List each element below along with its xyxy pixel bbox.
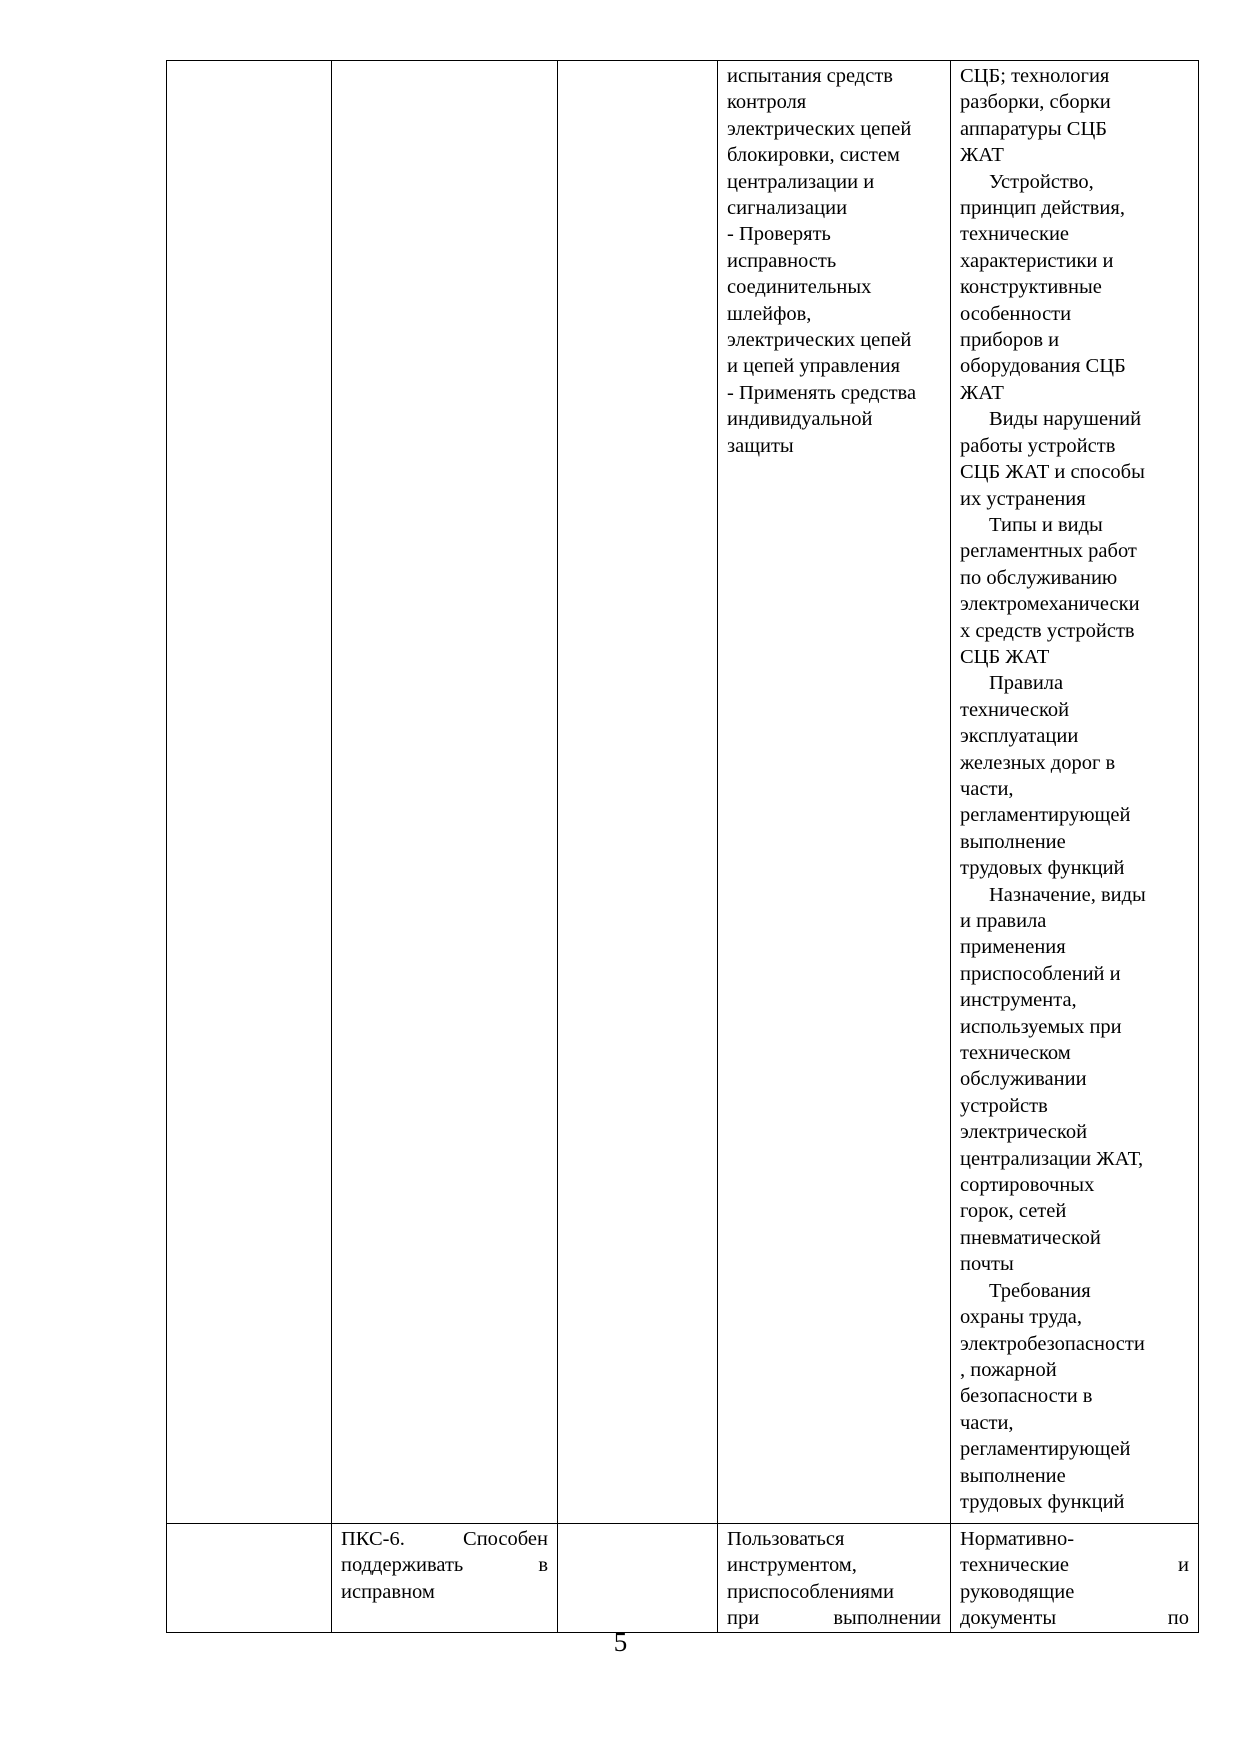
knowledge-line: регламентирующей bbox=[960, 1438, 1131, 1461]
skill-line: соединительных bbox=[727, 276, 872, 299]
knowledge-line: Устройство, bbox=[989, 170, 1094, 193]
knowledge-line: по обслуживанию bbox=[960, 566, 1118, 589]
knowledge-word: документы bbox=[960, 1607, 1057, 1630]
table-row bbox=[167, 1524, 1199, 1633]
knowledge-line: приспособлений и bbox=[960, 962, 1121, 985]
knowledge-line: Виды нарушений bbox=[989, 408, 1142, 431]
skill-line: исправность bbox=[727, 249, 837, 272]
skill-line: - Применять средства bbox=[727, 381, 917, 404]
cell-r2-skills bbox=[718, 1524, 951, 1633]
skill-line: инструментом, bbox=[727, 1554, 857, 1577]
cell-r1-skills bbox=[718, 61, 951, 1524]
knowledge-line: Нормативно- bbox=[960, 1528, 1075, 1550]
competency-word: поддерживать bbox=[341, 1554, 464, 1577]
knowledge-line: х средств устройств bbox=[960, 619, 1135, 642]
knowledge-line: регламентных работ bbox=[960, 540, 1137, 563]
knowledge-line: Правила bbox=[989, 672, 1064, 695]
knowledge-line: пневматической bbox=[960, 1226, 1101, 1249]
knowledge-line: , пожарной bbox=[960, 1358, 1057, 1381]
skill-line: защиты bbox=[727, 434, 794, 457]
knowledge-line: части, bbox=[960, 777, 1014, 800]
knowledge-line: выполнение bbox=[960, 830, 1066, 853]
knowledge-word: и bbox=[1178, 1554, 1189, 1577]
skill-line: электрических цепей bbox=[727, 329, 912, 352]
table-row bbox=[167, 61, 1199, 1524]
skill-line: электрических цепей bbox=[727, 117, 912, 140]
skill-line: индивидуальной bbox=[727, 408, 873, 431]
knowledge-line: трудовых функций bbox=[960, 1490, 1125, 1513]
knowledge-line: технические bbox=[960, 223, 1070, 246]
knowledge-line: централизации ЖАТ, bbox=[960, 1147, 1144, 1170]
skill-line: испытания средств bbox=[727, 65, 893, 87]
competency-word: ПКС-6. bbox=[341, 1528, 405, 1550]
knowledge-line: трудовых функций bbox=[960, 857, 1125, 880]
knowledge-line: приборов и bbox=[960, 329, 1060, 352]
knowledge-line: части, bbox=[960, 1411, 1014, 1434]
knowledge-line: характеристики и bbox=[960, 249, 1114, 272]
cell-r1-c1 bbox=[167, 61, 332, 1524]
knowledge-line: особенности bbox=[960, 302, 1072, 325]
page-number: 5 bbox=[613, 1627, 628, 1657]
skill-word: при bbox=[727, 1607, 760, 1630]
knowledge-line: электробезопасности bbox=[960, 1332, 1145, 1355]
knowledge-line: применения bbox=[960, 936, 1066, 959]
knowledge-line: руководящие bbox=[960, 1580, 1075, 1603]
knowledge-line: и правила bbox=[960, 910, 1047, 932]
knowledge-line: конструктивные bbox=[960, 276, 1102, 299]
knowledge-line: Требования bbox=[989, 1279, 1091, 1302]
competency-line: исправном bbox=[341, 1580, 435, 1603]
knowledge-line: охраны труда, bbox=[960, 1306, 1083, 1329]
knowledge-line: Типы и виды bbox=[989, 513, 1103, 536]
cell-r1-c3 bbox=[558, 61, 718, 1524]
knowledge-line: сортировочных bbox=[960, 1174, 1095, 1197]
competency-table bbox=[166, 60, 1199, 1633]
skill-line: - Проверять bbox=[727, 223, 831, 246]
knowledge-line: технической bbox=[960, 698, 1070, 721]
skill-line: сигнализации bbox=[727, 197, 848, 220]
knowledge-line: электрической bbox=[960, 1121, 1088, 1144]
knowledge-line: ЖАТ bbox=[960, 144, 1004, 167]
skill-line: централизации и bbox=[727, 170, 875, 193]
knowledge-line: электромеханически bbox=[960, 593, 1140, 616]
knowledge-line: разборки, сборки bbox=[960, 91, 1111, 114]
knowledge-line: принцип действия, bbox=[960, 197, 1125, 220]
knowledge-line: работы устройств bbox=[960, 434, 1116, 457]
knowledge-line: техническом bbox=[960, 1042, 1071, 1065]
knowledge-line: ЖАТ bbox=[960, 381, 1004, 404]
knowledge-line: устройств bbox=[960, 1094, 1048, 1117]
cell-r1-knowledge bbox=[951, 61, 1199, 1524]
knowledge-word: технические bbox=[960, 1554, 1070, 1577]
cell-r1-c2 bbox=[332, 61, 558, 1524]
knowledge-line: СЦБ; технология bbox=[960, 65, 1110, 87]
knowledge-line: регламентирующей bbox=[960, 804, 1131, 827]
skill-line: контроля bbox=[727, 91, 807, 114]
cell-r2-c3 bbox=[558, 1524, 718, 1633]
skill-line: шлейфов, bbox=[727, 302, 812, 325]
skill-line: приспособлениями bbox=[727, 1580, 894, 1603]
knowledge-line: безопасности в bbox=[960, 1385, 1093, 1408]
knowledge-line: эксплуатации bbox=[960, 725, 1079, 748]
skill-line: и цепей управления bbox=[727, 355, 901, 378]
knowledge-line: СЦБ ЖАТ и способы bbox=[960, 461, 1145, 484]
skill-line: Пользоваться bbox=[727, 1528, 845, 1550]
knowledge-line: Назначение, виды bbox=[989, 883, 1146, 906]
competency-line bbox=[341, 1526, 548, 1552]
skill-word: выполнении bbox=[833, 1607, 941, 1630]
competency-line bbox=[341, 1552, 548, 1578]
knowledge-line: горок, сетей bbox=[960, 1200, 1067, 1223]
cell-r2-competency bbox=[332, 1524, 558, 1633]
knowledge-line: обслуживании bbox=[960, 1068, 1087, 1091]
knowledge-line: оборудования СЦБ bbox=[960, 355, 1126, 378]
knowledge-line: их устранения bbox=[960, 487, 1086, 510]
cell-r2-knowledge bbox=[951, 1524, 1199, 1633]
cell-r2-c1 bbox=[167, 1524, 332, 1633]
competency-word: в bbox=[538, 1554, 548, 1577]
knowledge-line: аппаратуры СЦБ bbox=[960, 117, 1108, 140]
knowledge-line: выполнение bbox=[960, 1464, 1066, 1487]
knowledge-line: используемых при bbox=[960, 1015, 1122, 1038]
knowledge-word: по bbox=[1167, 1607, 1189, 1630]
knowledge-line: железных дорог в bbox=[960, 751, 1116, 774]
knowledge-line: инструмента, bbox=[960, 989, 1077, 1012]
knowledge-line: почты bbox=[960, 1253, 1014, 1276]
knowledge-line: СЦБ ЖАТ bbox=[960, 645, 1050, 668]
skill-line: блокировки, систем bbox=[727, 144, 900, 167]
knowledge-line bbox=[960, 1552, 1189, 1578]
competency-word: Способен bbox=[463, 1528, 548, 1550]
